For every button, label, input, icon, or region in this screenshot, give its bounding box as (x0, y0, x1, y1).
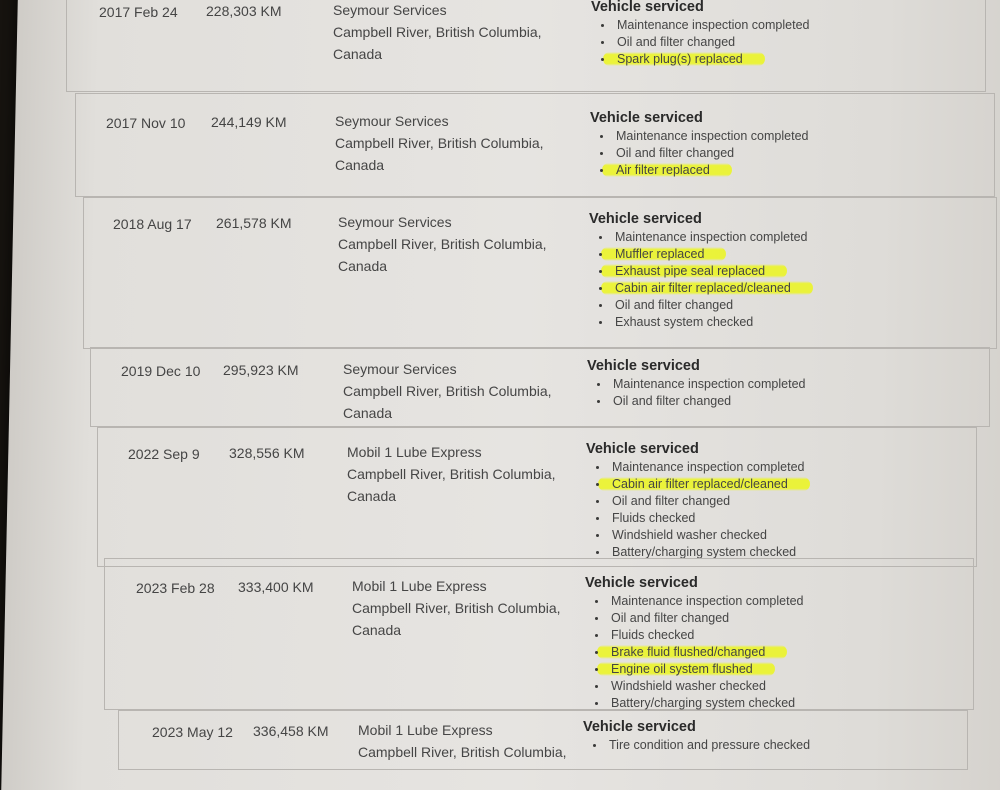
service-item-text: Tire condition and pressure checked (609, 738, 811, 752)
service-date: 2019 Dec 10 (121, 363, 201, 379)
service-details (589, 209, 813, 331)
service-record-row (75, 93, 995, 197)
service-items-list (585, 593, 803, 712)
service-date: 2017 Nov 10 (106, 115, 186, 131)
service-location (335, 110, 544, 176)
service-title: Vehicle serviced (586, 441, 699, 457)
service-item-text: Oil and filter changed (617, 35, 736, 49)
service-title: Vehicle serviced (583, 719, 696, 735)
service-item (591, 51, 809, 68)
service-items-list (587, 376, 805, 410)
service-item-text: Windshield washer checked (612, 528, 767, 542)
service-provider-address-line: Canada (338, 258, 388, 274)
service-item (583, 737, 810, 754)
service-details (590, 108, 808, 179)
service-provider-address-line: Canada (333, 46, 383, 62)
service-item (589, 229, 813, 246)
service-details (583, 717, 810, 754)
service-date: 2023 Feb 28 (136, 580, 215, 596)
service-provider-address-line: Canada (343, 405, 393, 421)
service-details (587, 356, 805, 410)
service-provider-address-line: Canada (352, 622, 402, 638)
service-provider-name: Mobil 1 Lube Express (352, 578, 487, 594)
odometer-reading: 336,458 KM (253, 723, 329, 739)
service-title: Vehicle serviced (589, 211, 702, 227)
service-item (585, 678, 803, 695)
service-item (589, 280, 813, 297)
service-date: 2022 Sep 9 (128, 446, 200, 462)
service-date: 2023 May 12 (152, 724, 233, 740)
service-details (591, 0, 809, 68)
service-item (591, 34, 809, 51)
service-items-list (591, 17, 809, 68)
service-items-list (590, 128, 808, 179)
odometer-reading: 328,556 KM (229, 445, 305, 461)
service-location (338, 211, 547, 277)
service-item-text: Oil and filter changed (616, 146, 735, 160)
service-title: Vehicle serviced (590, 110, 703, 126)
service-items-list (589, 229, 813, 331)
odometer-reading: 333,400 KM (238, 579, 314, 595)
highlighted-service-item-text: Brake fluid flushed/changed (597, 645, 787, 659)
service-item (585, 627, 803, 644)
service-item (586, 459, 810, 476)
service-item-text: Maintenance inspection completed (613, 377, 806, 391)
service-record-row (83, 197, 997, 349)
service-provider-name: Seymour Services (333, 2, 447, 18)
service-title: Vehicle serviced (587, 358, 700, 374)
service-item (589, 297, 813, 314)
service-item-text: Exhaust system checked (615, 315, 754, 329)
service-location (333, 0, 542, 65)
service-provider-address-line: Campbell River, British Columbia, (352, 600, 561, 616)
service-location (358, 719, 567, 763)
service-item (586, 493, 810, 510)
service-provider-name: Seymour Services (335, 113, 449, 129)
service-item (585, 644, 803, 661)
service-item (590, 128, 808, 145)
service-location (343, 358, 552, 424)
service-item (587, 376, 805, 393)
service-item-text: Oil and filter changed (615, 298, 734, 312)
service-item (589, 263, 813, 280)
service-provider-name: Seymour Services (343, 361, 457, 377)
highlighted-service-item-text: Air filter replaced (602, 163, 732, 177)
service-location (347, 441, 556, 507)
service-item-text: Windshield washer checked (611, 679, 766, 693)
service-provider-address-line: Campbell River, British Columbia, (335, 135, 544, 151)
service-item (585, 610, 803, 627)
service-provider-name: Mobil 1 Lube Express (347, 444, 482, 460)
service-item-text: Maintenance inspection completed (612, 460, 805, 474)
service-location (352, 575, 561, 641)
service-item-text: Fluids checked (611, 628, 695, 642)
service-item (585, 661, 803, 678)
service-details (586, 439, 810, 561)
service-item-text: Maintenance inspection completed (617, 18, 810, 32)
highlighted-service-item-text: Muffler replaced (601, 247, 726, 261)
odometer-reading: 228,303 KM (206, 3, 282, 19)
service-record-row (118, 710, 968, 770)
service-record-row (97, 427, 977, 567)
service-provider-address-line: Canada (347, 488, 397, 504)
service-record-row (66, 0, 986, 92)
service-provider-address-line: Campbell River, British Columbia, (347, 466, 556, 482)
odometer-reading: 244,149 KM (211, 114, 287, 130)
service-item-text: Battery/charging system checked (612, 545, 797, 559)
service-item-text: Maintenance inspection completed (615, 230, 808, 244)
highlighted-service-item-text: Exhaust pipe seal replaced (601, 264, 787, 278)
service-provider-address-line: Canada (335, 157, 385, 173)
highlighted-service-item-text: Engine oil system flushed (597, 662, 775, 676)
highlighted-service-item-text: Cabin air filter replaced/cleaned (601, 281, 813, 295)
service-item (587, 393, 805, 410)
service-provider-name: Mobil 1 Lube Express (358, 722, 493, 738)
service-item-text: Oil and filter changed (613, 394, 732, 408)
service-item-text: Oil and filter changed (612, 494, 731, 508)
service-item-text: Maintenance inspection completed (611, 594, 804, 608)
service-item (590, 145, 808, 162)
service-item (586, 527, 810, 544)
odometer-reading: 261,578 KM (216, 215, 292, 231)
service-provider-address-line: Campbell River, British Columbia, (358, 744, 567, 760)
service-item (585, 593, 803, 610)
service-item (586, 476, 810, 493)
service-item (591, 17, 809, 34)
service-title: Vehicle serviced (585, 575, 698, 591)
service-item-text: Oil and filter changed (611, 611, 730, 625)
service-items-list (586, 459, 810, 561)
service-item-text: Fluids checked (612, 511, 696, 525)
service-date: 2018 Aug 17 (113, 216, 192, 232)
service-record-row (90, 347, 990, 427)
service-provider-address-line: Campbell River, British Columbia, (338, 236, 547, 252)
service-details (585, 573, 803, 712)
service-provider-address-line: Campbell River, British Columbia, (333, 24, 542, 40)
highlighted-service-item-text: Spark plug(s) replaced (603, 52, 765, 66)
service-item (589, 314, 813, 331)
service-item-text: Battery/charging system checked (611, 696, 796, 710)
highlighted-service-item-text: Cabin air filter replaced/cleaned (598, 477, 810, 491)
service-items-list (583, 737, 810, 754)
service-item (590, 162, 808, 179)
service-provider-name: Seymour Services (338, 214, 452, 230)
service-item (589, 246, 813, 263)
service-item-text: Maintenance inspection completed (616, 129, 809, 143)
odometer-reading: 295,923 KM (223, 362, 299, 378)
service-date: 2017 Feb 24 (99, 4, 178, 20)
service-record-row (104, 558, 974, 710)
service-title: Vehicle serviced (591, 0, 704, 15)
service-item (586, 510, 810, 527)
service-provider-address-line: Campbell River, British Columbia, (343, 383, 552, 399)
